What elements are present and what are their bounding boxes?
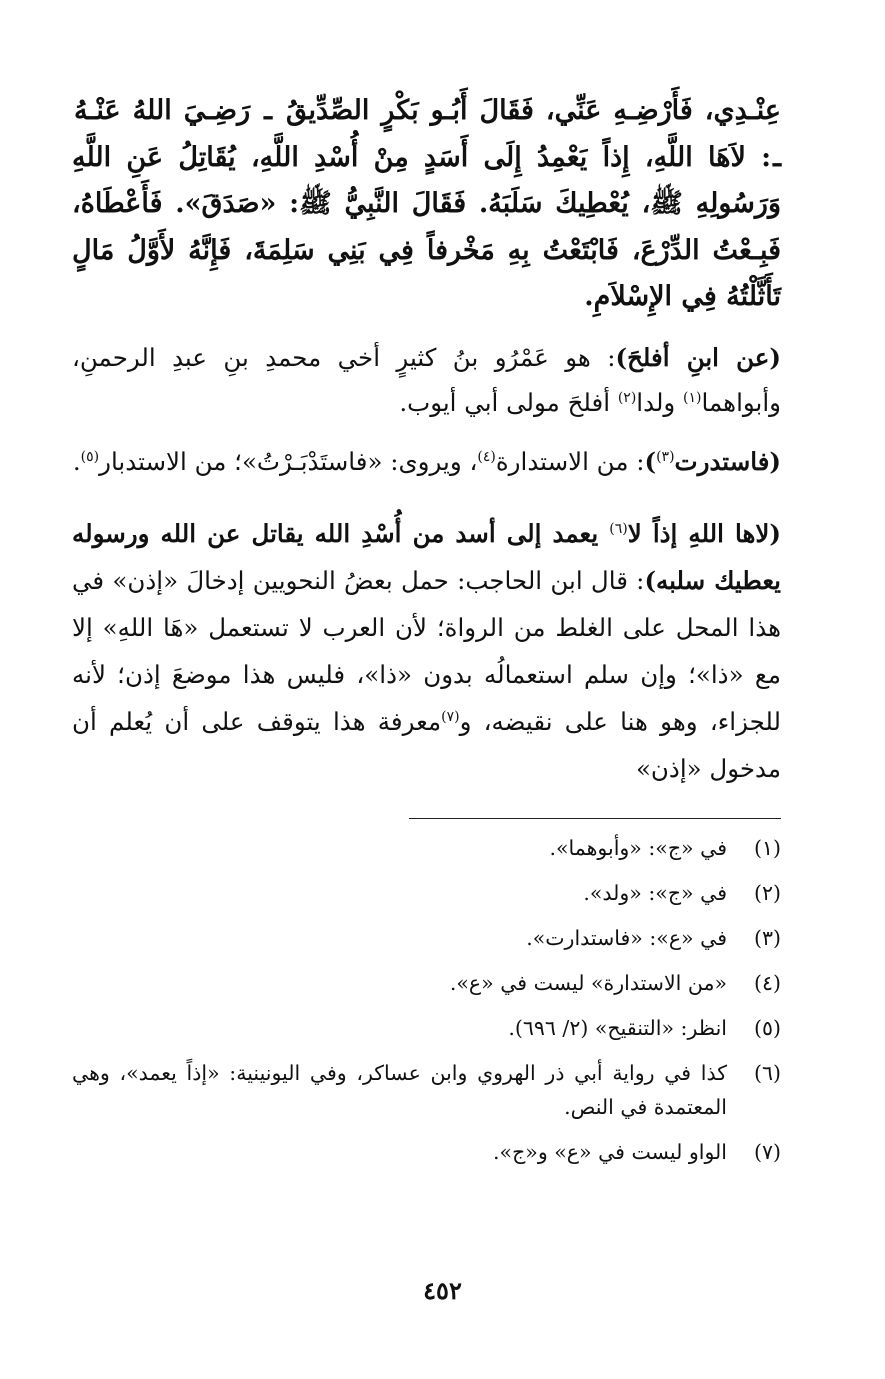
footnote-item: [72, 966, 781, 1000]
hadith-part-3: : لاَهَا اللَّهِ، إِذاً يَعْمِدُ إِلَى أَسَدٍ مِنْ أُسْدِ اللَّهِ، يُقَاتِلُ عَنِ اللَّهِ وَرَسُولِهِ ﷺ، يُعْطِيكَ سَلَبَهُ. فَقَالَ النَّبِيُّ ﷺ: «صَدَقَ». فَأَعْطَاهُ، فَبِـعْتُ الدِّرْعَ، فَابْتَعْتُ بِهِ مَخْرفاً فِي بَنِي سَلِمَةَ، فَإِنَّهُ لأَوَّلُ مَالٍ تَأَثَّلْتُهُ فِي الإِسْلاَمِ.: [72, 141, 781, 312]
footnote-text: انظر: «التنقيح» (٢/ ٦٩٦).: [508, 1015, 727, 1040]
footnote-ref-2[interactable]: (٢): [617, 389, 637, 406]
lemma-end: ): [644, 446, 657, 476]
lemma: (عن ابنِ أفلحَ): [615, 342, 781, 372]
footnote-item: [72, 1011, 781, 1045]
footnote-text: في «ج»: «ولد».: [583, 880, 727, 905]
commentary-text: أفلحَ مولى أبي أيوب.: [399, 387, 618, 417]
commentary-text: : قال ابن الحاجب: حمل بعضُ النحويين إدخالَ «إذن» في هذا المحل على الغلط من الرواة؛ لأن العرب لا تستعمل «هَا اللهِ» إلا مع «ذا»؛ وإن سلم استعمالُه بدون «ذا»، فليس هذا موضعَ إذن؛ لأنه للجزاء، وهو هنا على نقيضه، و: [72, 565, 781, 736]
footnote-number: (١): [753, 835, 781, 860]
lemma: (فاستدرت: [674, 446, 781, 476]
footnote-text: كذا في رواية أبي ذر الهروي وابن عساكر، وفي اليونينية: «إذاً يعمد»، وهي المعتمدة في النص.: [72, 1060, 727, 1119]
footnote-ref-6[interactable]: (٦): [609, 520, 628, 537]
footnote-ref-1[interactable]: (١): [683, 389, 702, 406]
page-number: ٤٥٢: [423, 1276, 462, 1305]
footnote-number: (٣): [753, 925, 781, 950]
dash: ـ: [252, 95, 284, 126]
commentary-paragraph-3: [72, 510, 781, 792]
footnote-ref-7[interactable]: (٧): [441, 708, 460, 725]
footnote-number: (٦): [753, 1060, 781, 1085]
footnote-separator: [409, 818, 781, 819]
commentary-text: .: [72, 446, 81, 476]
commentary-text: : من الاستدارة: [495, 446, 645, 476]
footnote-number: (٧): [753, 1139, 781, 1164]
footnote-ref-5[interactable]: (٥): [80, 448, 100, 465]
hadith-text: [72, 88, 781, 321]
footnote-number: (٥): [753, 1015, 781, 1040]
footnote-number: (٤): [753, 970, 781, 995]
footnote-item: [72, 876, 781, 910]
footnote-text: «من الاستدارة» ليست في «ع».: [449, 970, 727, 995]
commentary-paragraph-2: [72, 439, 781, 484]
footnote-ref-3[interactable]: (٣): [656, 448, 675, 465]
footnote-text: في «ج»: «وأبوهما».: [549, 835, 727, 860]
commentary-text: ، ويروى: «فاستَدْبَـرْتُ»؛ من الاستدبار: [99, 446, 478, 476]
footnote-text: الواو ليست في «ع» و«ج».: [493, 1139, 727, 1164]
commentary-paragraph-1: [72, 335, 781, 425]
dash: ـ: [773, 141, 781, 173]
footnote-item: [72, 1135, 781, 1169]
commentary-text: معرفة هذا يتوقف على أن يُعلم أن مدخول «إذن»: [72, 706, 781, 783]
hadith-part-2: رَضِـيَ اللهُ عَنْـهُ: [74, 95, 251, 126]
footnote-number: (٢): [753, 880, 781, 905]
footnote-ref-4[interactable]: (٤): [477, 448, 496, 465]
footnote-item: [72, 1056, 781, 1124]
footnote-item: [72, 831, 781, 865]
footnote-text: في «ع»: «فاستدارت».: [526, 925, 727, 950]
page-body: [72, 88, 781, 1379]
lemma-continued: يعمد إلى أسد من أُسْدِ الله يقاتل عن الله ورسوله يعطيك سلبه): [72, 518, 781, 595]
footnote-item: [72, 921, 781, 955]
hadith-part-1: عِنْـدِي، فَأَرْضِـهِ عَنِّي، فَقَالَ أَبُـو بَكْرٍ الصِّدِّيقُ: [286, 95, 781, 126]
footnotes: [72, 831, 781, 1169]
lemma: (لاها اللهِ إذاً لا: [627, 518, 781, 548]
commentary-text: : هو عَمْرُو بنُ كثيرٍ أخي محمدِ بنِ عبدِ الرحمنِ، وأبواهما: [72, 342, 781, 417]
commentary-text: ولدا: [636, 387, 684, 417]
